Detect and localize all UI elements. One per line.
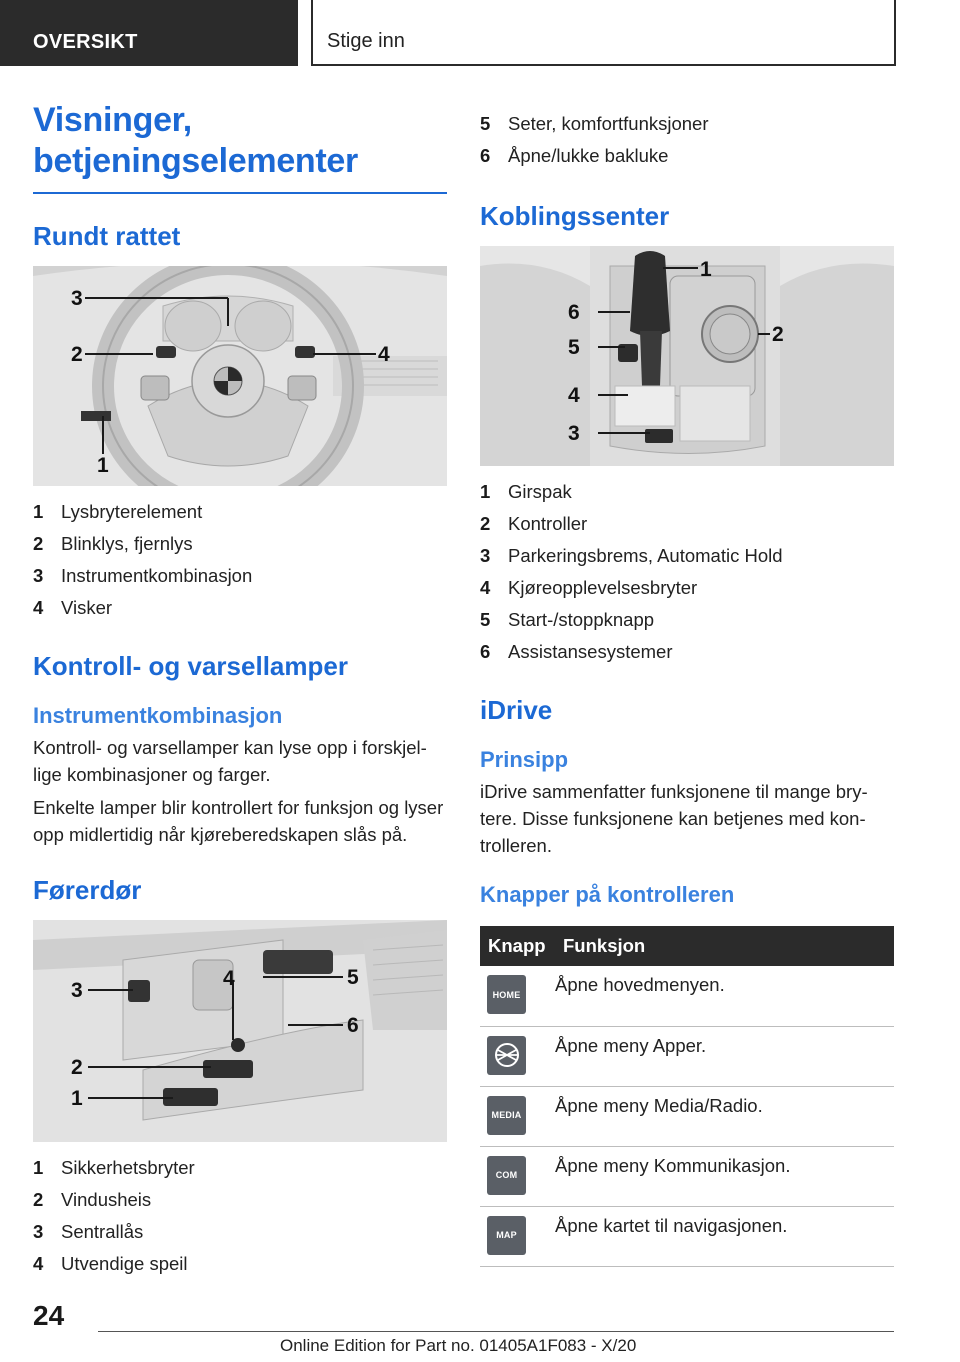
item-number: 6 (480, 641, 491, 662)
item-number: 5 (480, 609, 491, 630)
table-row (480, 1026, 894, 1086)
item-text: Start-/stoppknapp (508, 609, 655, 630)
item-text: Åpne/lukke bakluke (508, 145, 669, 166)
door-callout-4: 4 (223, 967, 235, 990)
item-number: 4 (480, 577, 491, 598)
item-number: 3 (33, 565, 44, 586)
button-cell (480, 1086, 555, 1146)
apps-key-icon (487, 1036, 526, 1075)
chapter-tab[interactable]: Stige inn (311, 0, 896, 66)
item-text: Kontroller (508, 513, 588, 534)
steering-legend (33, 496, 449, 624)
list-item (33, 496, 449, 528)
steering-wheel-figure (33, 266, 447, 486)
table-header-row (480, 926, 894, 966)
button-cell (480, 1146, 555, 1206)
item-text: Utvendige speil (61, 1253, 188, 1274)
map-key-icon: MAP (487, 1216, 526, 1255)
table-row (480, 1086, 894, 1146)
page-title-line1: Visninger, (33, 101, 192, 139)
list-item (33, 1152, 449, 1184)
list-item (480, 604, 896, 636)
button-cell (480, 1026, 555, 1086)
idrive-subheading: Prinsipp (480, 747, 569, 772)
table-row (480, 1206, 894, 1266)
steering-callout-3: 3 (71, 287, 83, 310)
console-callout-3: 3 (568, 422, 580, 445)
warning-paragraph-1: Kontroll- og varsellamper kan lyse opp i forskjellige kombinasjoner og farger. (33, 737, 427, 785)
list-item (33, 1184, 449, 1216)
door-heading: Førerdør (33, 875, 142, 905)
footer-edition: Online Edition for Part no. 01405A1F083 - X/20 (280, 1336, 637, 1355)
console-legend (480, 476, 896, 668)
console-callout-1: 1 (700, 258, 712, 281)
list-item (480, 508, 896, 540)
console-callout-2: 2 (772, 323, 784, 346)
media-key-icon: MEDIA (487, 1096, 526, 1135)
item-text: Vindusheis (61, 1189, 152, 1210)
column-header-function: Funksjon (555, 926, 894, 966)
globe-icon (493, 1041, 521, 1069)
list-item (480, 540, 896, 572)
home-key-icon: HOME (487, 975, 526, 1014)
item-text: Assistansesystemer (508, 641, 673, 662)
function-cell: Åpne meny Kommunikasjon. (555, 1146, 894, 1206)
button-cell (480, 1206, 555, 1266)
item-text: Sentrallås (61, 1221, 144, 1242)
idrive-heading: iDrive (480, 695, 553, 725)
list-item (480, 636, 896, 668)
item-number: 5 (480, 113, 491, 134)
buttons-heading: Knapper på kontrolleren (480, 882, 735, 907)
center-console-figure (480, 246, 894, 466)
door-callout-2: 2 (71, 1056, 83, 1079)
console-callout-5: 5 (568, 336, 580, 359)
page-title (33, 100, 449, 182)
list-item (480, 108, 896, 140)
item-number: 1 (33, 1157, 44, 1178)
column-header-button: Knapp (480, 926, 555, 966)
item-text: Sikkerhetsbryter (61, 1157, 195, 1178)
button-cell (480, 966, 555, 1026)
steering-wheel-illustration (33, 266, 447, 486)
item-text: Seter, komfortfunksjoner (508, 113, 709, 134)
table-row (480, 966, 894, 1026)
item-number: 6 (480, 145, 491, 166)
steering-callout-1: 1 (97, 454, 109, 477)
item-number: 3 (33, 1221, 44, 1242)
item-number: 4 (33, 597, 44, 618)
console-callout-6: 6 (568, 301, 580, 324)
steering-callout-2: 2 (71, 343, 83, 366)
item-text: Blinklys, fjernlys (61, 533, 193, 554)
driver-door-figure (33, 920, 447, 1142)
list-item (480, 572, 896, 604)
door-legend (33, 1152, 449, 1280)
item-number: 1 (480, 481, 491, 502)
list-item (33, 1216, 449, 1248)
list-item (33, 560, 449, 592)
door-legend-continued (480, 108, 896, 172)
item-number: 1 (33, 501, 44, 522)
item-text: Instrumentkombinasjon (61, 565, 253, 586)
list-item (33, 1248, 449, 1280)
list-item (33, 592, 449, 624)
left-column (33, 100, 449, 1280)
item-number: 2 (33, 1189, 44, 1210)
warning-paragraph-2: Enkelte lamper blir kontrollert for funksjon og lyser opp midlertidig når kjøreberedskapen slås på. (33, 797, 444, 845)
controller-buttons-table (480, 926, 894, 1267)
item-number: 4 (33, 1253, 44, 1274)
function-cell: Åpne meny Apper. (555, 1026, 894, 1086)
function-cell: Åpne kartet til navigasjonen. (555, 1206, 894, 1266)
com-key-icon: COM (487, 1156, 526, 1195)
console-heading: Koblingssenter (480, 201, 670, 231)
item-number: 2 (33, 533, 44, 554)
item-text: Lysbryterelement (61, 501, 203, 522)
steering-heading: Rundt rattet (33, 221, 181, 251)
door-callout-5: 5 (347, 966, 359, 989)
list-item (480, 140, 896, 172)
item-text: Kjøreopplevelsesbryter (508, 577, 698, 598)
warning-heading: Kontroll- og varsellamper (33, 651, 348, 681)
door-callout-1: 1 (71, 1087, 83, 1110)
console-callout-4: 4 (568, 384, 580, 407)
center-console-illustration (480, 246, 894, 466)
warning-subheading: Instrumentkombinasjon (33, 703, 283, 728)
table-row (480, 1146, 894, 1206)
function-cell: Åpne meny Media/Radio. (555, 1086, 894, 1146)
page-number: 24 (33, 1300, 65, 1331)
item-number: 2 (480, 513, 491, 534)
steering-callout-4: 4 (378, 343, 390, 366)
item-text: Girspak (508, 481, 572, 502)
door-callout-6: 6 (347, 1014, 359, 1037)
door-callout-3: 3 (71, 979, 83, 1002)
footer-divider (98, 1331, 894, 1332)
item-text: Visker (61, 597, 113, 618)
page-header (0, 0, 960, 66)
section-tab[interactable]: OVERSIKT (0, 0, 298, 66)
item-text: Parkeringsbrems, Automatic Hold (508, 545, 783, 566)
idrive-paragraph: iDrive sammenfatter funksjonene til mange brytere. Disse funksjonene kan betjenes med kontrolleren. (480, 781, 868, 856)
function-cell: Åpne hovedmenyen. (555, 966, 894, 1026)
list-item (33, 528, 449, 560)
item-number: 3 (480, 545, 491, 566)
title-divider (33, 192, 447, 194)
driver-door-illustration (33, 920, 447, 1142)
list-item (480, 476, 896, 508)
right-column (480, 108, 896, 1267)
page-title-line2: betjeningselementer (33, 142, 358, 180)
